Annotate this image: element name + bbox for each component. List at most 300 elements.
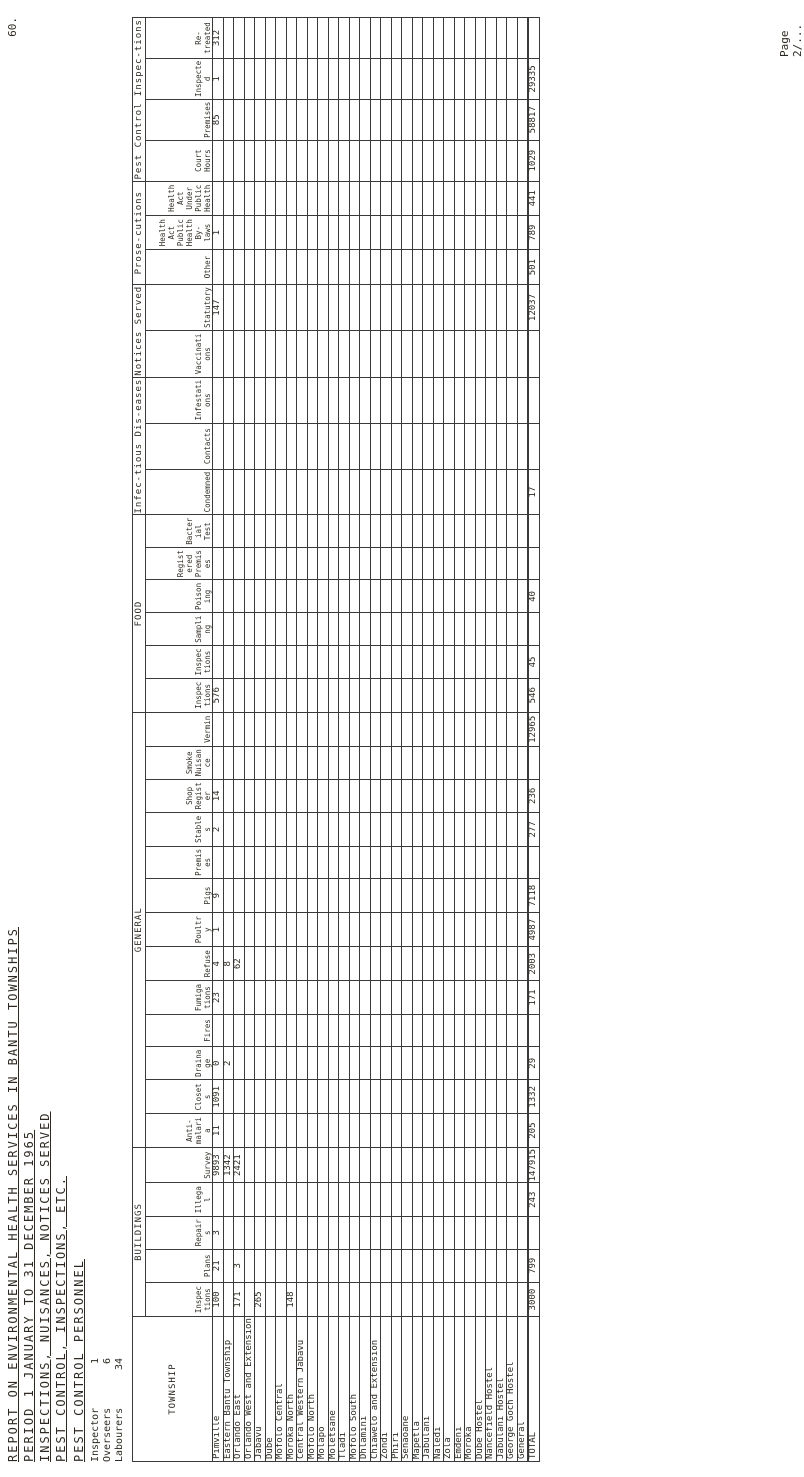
total-value: 12965 (528, 712, 539, 747)
cell-value (465, 99, 476, 140)
cell-value (276, 140, 287, 181)
cell-value (465, 678, 476, 712)
cell-value (223, 1114, 234, 1148)
cell-value (517, 1080, 528, 1114)
cell-value (349, 580, 360, 613)
cell-value (223, 913, 234, 947)
cell-value (339, 613, 350, 645)
report-title: REPORT ON ENVIRONMENTAL HEALTH SERVICES IN BANTU TOWNSHIPS (6, 926, 20, 1462)
cell-value (265, 469, 276, 515)
cell-value (496, 747, 507, 779)
cell-value (423, 1283, 434, 1317)
cell-value (433, 1047, 444, 1080)
township-row (286, 18, 297, 1462)
cell-value (423, 469, 434, 515)
cell-value (213, 580, 224, 613)
cell-value (475, 181, 486, 215)
cell-value (402, 913, 413, 947)
cell-value (454, 547, 465, 579)
cell-value (276, 813, 287, 847)
cell-value (433, 423, 444, 469)
cell-value (517, 18, 528, 59)
cell-value (475, 469, 486, 515)
cell-value (412, 331, 423, 377)
cell-value (486, 947, 497, 981)
cell-value (381, 1216, 392, 1249)
cell-value (255, 1147, 266, 1183)
cell-value (286, 879, 297, 913)
column-header: Bacterial Test (146, 515, 213, 547)
cell-value (391, 1249, 402, 1283)
township-row (475, 18, 486, 1462)
cell-value (213, 846, 224, 878)
staff-count: 1 (90, 1358, 101, 1365)
cell-value (423, 99, 434, 140)
cell-value (454, 846, 465, 878)
cell-value (255, 846, 266, 878)
cell-value (244, 99, 255, 140)
cell-value (328, 678, 339, 712)
cell-value (381, 1147, 392, 1183)
cell-value (433, 377, 444, 423)
cell-value (486, 377, 497, 423)
cell-value (276, 1147, 287, 1183)
cell-value (265, 547, 276, 579)
cell-value (465, 813, 476, 847)
cell-value (265, 99, 276, 140)
cell-value (454, 678, 465, 712)
cell-value (381, 284, 392, 330)
cell-value (486, 712, 497, 747)
cell-value (286, 645, 297, 678)
cell-value (370, 1183, 381, 1217)
cell-value (265, 377, 276, 423)
cell-value (255, 469, 266, 515)
cell-value (444, 712, 455, 747)
cell-value (402, 846, 413, 878)
cell-value (297, 712, 308, 747)
cell-value (402, 18, 413, 59)
total-value: 7118 (528, 879, 539, 913)
cell-value (486, 250, 497, 284)
cell-value (454, 58, 465, 99)
cell-value (307, 580, 318, 613)
cell-value (370, 1216, 381, 1249)
cell-value (496, 1283, 507, 1317)
cell-value (265, 18, 276, 59)
cell-value (349, 515, 360, 547)
cell-value (244, 1147, 255, 1183)
cell-value (349, 1080, 360, 1114)
cell-value (339, 469, 350, 515)
cell-value (423, 1080, 434, 1114)
cell-value (213, 423, 224, 469)
cell-value (307, 1047, 318, 1080)
column-header: Other (146, 250, 213, 284)
cell-value (402, 140, 413, 181)
cell-value (391, 678, 402, 712)
cell-value (339, 1283, 350, 1317)
cell-value (276, 879, 287, 913)
cell-value (391, 18, 402, 59)
township-name: Phiri (391, 1317, 402, 1462)
township-row (444, 18, 455, 1462)
cell-value (454, 99, 465, 140)
cell-value (276, 215, 287, 249)
cell-value (234, 981, 245, 1015)
cell-value (318, 879, 329, 913)
cell-value (454, 215, 465, 249)
cell-value (496, 1114, 507, 1148)
cell-value (360, 712, 371, 747)
cell-value (349, 879, 360, 913)
township-name: Mofolo South (349, 1317, 360, 1462)
cell-value (517, 250, 528, 284)
cell-value (244, 1080, 255, 1114)
cell-value (339, 779, 350, 813)
cell-value (381, 779, 392, 813)
cell-value (423, 580, 434, 613)
cell-value (234, 913, 245, 947)
cell-value (244, 678, 255, 712)
cell-value (370, 284, 381, 330)
cell-value (444, 547, 455, 579)
cell-value (486, 1014, 497, 1046)
column-header: Closets (146, 1080, 213, 1114)
cell-value (412, 1047, 423, 1080)
cell-value (475, 423, 486, 469)
cell-value (370, 1014, 381, 1046)
cell-value (286, 215, 297, 249)
cell-value (339, 846, 350, 878)
cell-value (234, 747, 245, 779)
cell-value (391, 846, 402, 878)
cell-value (475, 1080, 486, 1114)
cell-value (465, 58, 476, 99)
cell-value: 4 (213, 947, 224, 981)
cell-value (255, 779, 266, 813)
cell-value (244, 947, 255, 981)
cell-value (360, 377, 371, 423)
cell-value (297, 250, 308, 284)
column-header: Condemned (146, 469, 213, 515)
cell-value (454, 1114, 465, 1148)
cell-value (349, 250, 360, 284)
cell-value (244, 377, 255, 423)
township-name: Dhlamini (360, 1317, 371, 1462)
cell-value (318, 18, 329, 59)
cell-value (402, 1114, 413, 1148)
column-header: Infestations (146, 377, 213, 423)
cell-value (402, 377, 413, 423)
cell-value (265, 423, 276, 469)
township-row (234, 18, 245, 1462)
cell-value (339, 515, 350, 547)
cell-value (265, 678, 276, 712)
cell-value (255, 813, 266, 847)
cell-value (318, 747, 329, 779)
cell-value (276, 747, 287, 779)
cell-value (286, 846, 297, 878)
cell-value (349, 18, 360, 59)
cell-value (223, 284, 234, 330)
cell-value (318, 779, 329, 813)
cell-value (276, 331, 287, 377)
cell-value (517, 99, 528, 140)
cell-value (276, 947, 287, 981)
cell-value (433, 613, 444, 645)
cell-value (412, 913, 423, 947)
cell-value (444, 18, 455, 59)
township-name: Mofolo North (307, 1317, 318, 1462)
cell-value (297, 1216, 308, 1249)
cell-value (234, 813, 245, 847)
staff-count: 34 (114, 1358, 125, 1371)
cell-value (486, 423, 497, 469)
cell-value (360, 140, 371, 181)
cell-value (360, 1249, 371, 1283)
cell-value (223, 423, 234, 469)
cell-value: 1342 (223, 1147, 234, 1183)
cell-value (402, 284, 413, 330)
township-name: Nancefield Hostel (486, 1317, 497, 1462)
township-row (433, 18, 444, 1462)
cell-value (297, 678, 308, 712)
cell-value (433, 18, 444, 59)
township-row (423, 18, 434, 1462)
cell-value (339, 284, 350, 330)
cell-value (496, 645, 507, 678)
cell-value (454, 515, 465, 547)
cell-value (276, 779, 287, 813)
cell-value (244, 879, 255, 913)
total-value (528, 846, 539, 878)
cell-value (475, 1014, 486, 1046)
township-row (244, 18, 255, 1462)
cell-value (286, 813, 297, 847)
cell-value (433, 813, 444, 847)
cell-value (307, 1014, 318, 1046)
township-row (307, 18, 318, 1462)
cell-value (475, 377, 486, 423)
cell-value (496, 215, 507, 249)
cell-value (297, 747, 308, 779)
cell-value (517, 747, 528, 779)
cell-value (360, 18, 371, 59)
cell-value (244, 284, 255, 330)
cell-value (402, 981, 413, 1015)
cell-value (444, 1283, 455, 1317)
cell-value (244, 140, 255, 181)
cell-value (370, 1047, 381, 1080)
cell-value (370, 58, 381, 99)
cell-value (454, 913, 465, 947)
cell-value (412, 1114, 423, 1148)
cell-value: 14 (213, 779, 224, 813)
cell-value: 147 (213, 284, 224, 330)
cell-value (244, 215, 255, 249)
cell-value (276, 981, 287, 1015)
cell-value (496, 284, 507, 330)
township-name: Zondi (381, 1317, 392, 1462)
township-name: Eastern Bantu Township (223, 1317, 234, 1462)
cell-value (360, 645, 371, 678)
cell-value (433, 846, 444, 878)
cell-value (234, 469, 245, 515)
cell-value: 1091 (213, 1080, 224, 1114)
cell-value (423, 846, 434, 878)
cell-value (213, 547, 224, 579)
cell-value (433, 515, 444, 547)
total-value (528, 377, 539, 423)
cell-value (391, 580, 402, 613)
total-value: 277 (528, 813, 539, 847)
cell-value (297, 1047, 308, 1080)
cell-value (381, 377, 392, 423)
cell-value (370, 712, 381, 747)
cell-value (465, 1183, 476, 1217)
cell-value (475, 981, 486, 1015)
township-row (360, 18, 371, 1462)
cell-value (402, 1014, 413, 1046)
cell-value (412, 515, 423, 547)
cell-value (328, 1216, 339, 1249)
cell-value (234, 99, 245, 140)
cell-value (465, 515, 476, 547)
total-value (528, 613, 539, 645)
cell-value (244, 747, 255, 779)
cell-value (286, 1216, 297, 1249)
cell-value (318, 1080, 329, 1114)
cell-value (454, 1283, 465, 1317)
township-row (454, 18, 465, 1462)
cell-value (244, 1249, 255, 1283)
cell-value (475, 813, 486, 847)
cell-value (318, 331, 329, 377)
cell-value (339, 215, 350, 249)
cell-value (391, 981, 402, 1015)
cell-value (297, 181, 308, 215)
column-header: Repairs (146, 1216, 213, 1249)
cell-value (496, 18, 507, 59)
cell-value (423, 284, 434, 330)
cell-value (402, 515, 413, 547)
cell-value (318, 1114, 329, 1148)
cell-value (423, 613, 434, 645)
cell-value (507, 1216, 518, 1249)
cell-value (391, 712, 402, 747)
cell-value (318, 645, 329, 678)
cell-value (412, 1080, 423, 1114)
cell-value (423, 140, 434, 181)
cell-value (255, 215, 266, 249)
cell-value (412, 140, 423, 181)
cell-value (255, 181, 266, 215)
cell-value (255, 1080, 266, 1114)
cell-value (454, 1147, 465, 1183)
cell-value (223, 1080, 234, 1114)
cell-value (360, 215, 371, 249)
cell-value (370, 747, 381, 779)
cell-value (454, 981, 465, 1015)
cell-value (465, 215, 476, 249)
cell-value (444, 645, 455, 678)
cell-value (234, 879, 245, 913)
cell-value (517, 469, 528, 515)
cell-value (213, 1183, 224, 1217)
cell-value (360, 813, 371, 847)
total-value: 441 (528, 181, 539, 215)
cell-value (507, 423, 518, 469)
cell-value (433, 879, 444, 913)
cell-value (297, 377, 308, 423)
cell-value (517, 779, 528, 813)
township-name: Naledi (433, 1317, 444, 1462)
cell-value (276, 99, 287, 140)
cell-value (234, 215, 245, 249)
cell-value (307, 846, 318, 878)
cell-value (360, 613, 371, 645)
cell-value (234, 1080, 245, 1114)
cell-value (444, 580, 455, 613)
township-row (213, 18, 224, 1462)
cell-value (328, 1047, 339, 1080)
cell-value (244, 712, 255, 747)
cell-value (402, 1147, 413, 1183)
cell-value (339, 1249, 350, 1283)
cell-value (297, 846, 308, 878)
cell-value (265, 181, 276, 215)
cell-value (244, 58, 255, 99)
cell-value (223, 377, 234, 423)
total-value (528, 1216, 539, 1249)
cell-value (517, 423, 528, 469)
cell-value (307, 18, 318, 59)
cell-value (328, 140, 339, 181)
cell-value (402, 1283, 413, 1317)
cell-value (276, 58, 287, 99)
cell-value (328, 779, 339, 813)
cell-value (234, 140, 245, 181)
cell-value (391, 1147, 402, 1183)
total-value: 205 (528, 1114, 539, 1148)
cell-value (307, 747, 318, 779)
cell-value (286, 747, 297, 779)
cell-value (349, 1283, 360, 1317)
cell-value (402, 1183, 413, 1217)
cell-value (286, 140, 297, 181)
cell-value (286, 181, 297, 215)
cell-value (486, 1114, 497, 1148)
cell-value (307, 140, 318, 181)
cell-value (318, 1249, 329, 1283)
total-value: 236 (528, 779, 539, 813)
cell-value (318, 1047, 329, 1080)
cell-value (255, 377, 266, 423)
cell-value (276, 1283, 287, 1317)
cell-value (286, 1147, 297, 1183)
cell-value (423, 913, 434, 947)
column-header: Court Hours (146, 140, 213, 181)
cell-value (507, 1080, 518, 1114)
cell-value (265, 1047, 276, 1080)
cell-value (339, 747, 350, 779)
cell-value (465, 1216, 476, 1249)
cell-value (486, 846, 497, 878)
cell-value (328, 947, 339, 981)
cell-value (381, 18, 392, 59)
cell-value (255, 879, 266, 913)
